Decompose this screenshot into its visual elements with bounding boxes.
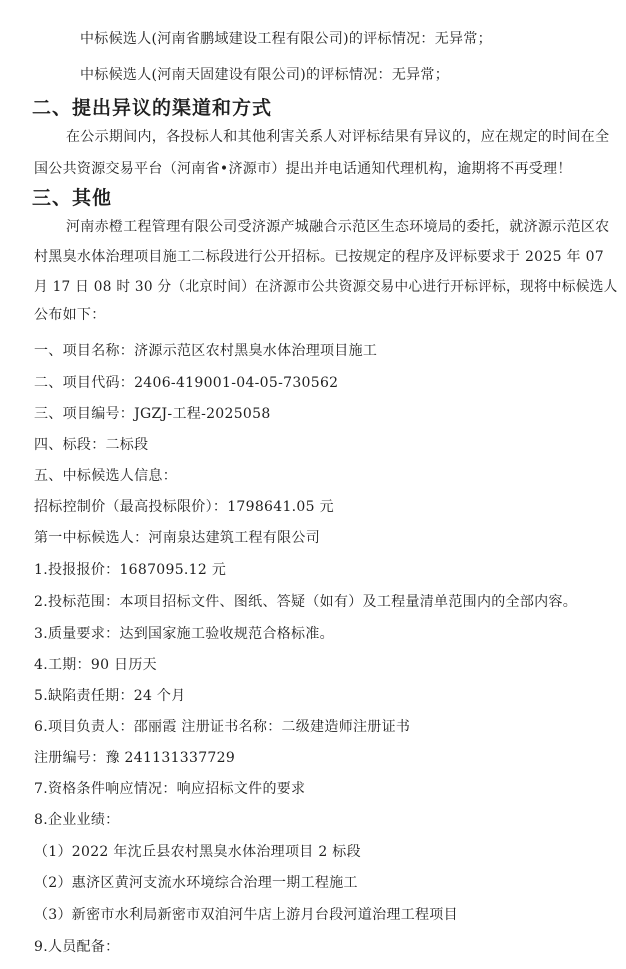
section-3-title: 三、其他 [32,187,113,209]
candidate-info-heading: 五、中标候选人信息： [34,468,177,484]
bid-price: 1.投报报价：1687095.12 元 [34,562,227,578]
quality-requirement: 3.质量要求：达到国家施工验收规范合格标准。 [34,626,334,642]
control-price: 招标控制价（最高投标限价）：1798641.05 元 [34,499,334,515]
objection-text-line-2: 国公共资源交易平台（河南省•济源市）提出并电话通知代理机构，逾期将不再受理！ [34,161,572,177]
intro-line-3: 月 17 日 08 时 30 分（北京时间）在济源市公共资源交易中心进行开标评标，现将中标候选人 [34,279,618,295]
performance-item-2: （2）惠济区黄河支流水环境综合治理一期工程施工 [34,875,358,891]
project-manager: 6.项目负责人：邵丽霞 注册证书名称：二级建造师注册证书 [34,719,411,735]
objection-text-line-1: 在公示期间内，各投标人和其他利害关系人对评标结果有异议的，应在规定的时间在全 [66,129,610,145]
project-code: 二、项目代码：2406-419001-04-05-730562 [34,375,339,391]
performance-item-1: （1）2022 年沈丘县农村黑臭水体治理项目 2 标段 [34,844,361,860]
staffing-heading: 9.人员配备： [34,939,120,955]
first-candidate: 第一中标候选人：河南泉达建筑工程有限公司 [34,530,320,546]
performance-item-3: （3）新密市水利局新密市双洎河牛店上游月台段河道治理工程项目 [34,907,458,923]
intro-line-1: 河南赤橙工程管理有限公司受济源产城融合示范区生态环境局的委托，就济源示范区农 [66,219,610,235]
company-performance-heading: 8.企业业绩： [34,812,120,828]
lot: 四、标段：二标段 [34,437,149,453]
construction-period: 4.工期：90 日历天 [34,657,157,673]
bid-scope: 2.投标范围：本项目招标文件、图纸、答疑（如有）及工程量清单范围内的全部内容。 [34,594,578,610]
candidate-review-1: 中标候选人(河南省鹏域建设工程有限公司)的评标情况：无异常； [80,31,492,47]
qualification-response: 7.资格条件响应情况：响应招标文件的要求 [34,781,306,797]
project-number: 三、项目编号：JGZJ-工程-2025058 [34,406,271,422]
project-name: 一、项目名称：济源示范区农村黑臭水体治理项目施工 [34,343,378,359]
intro-line-4: 公布如下： [34,307,106,323]
registration-number: 注册编号：豫 241131337729 [34,750,236,766]
candidate-review-2: 中标候选人(河南天固建设有限公司)的评标情况：无异常； [80,67,450,83]
intro-line-2: 村黑臭水体治理项目施工二标段进行公开招标。已按规定的程序及评标要求于 2025 年 07 [34,249,604,265]
defect-liability-period: 5.缺陷责任期：24 个月 [34,688,186,704]
section-2-title: 二、提出异议的渠道和方式 [32,97,273,119]
